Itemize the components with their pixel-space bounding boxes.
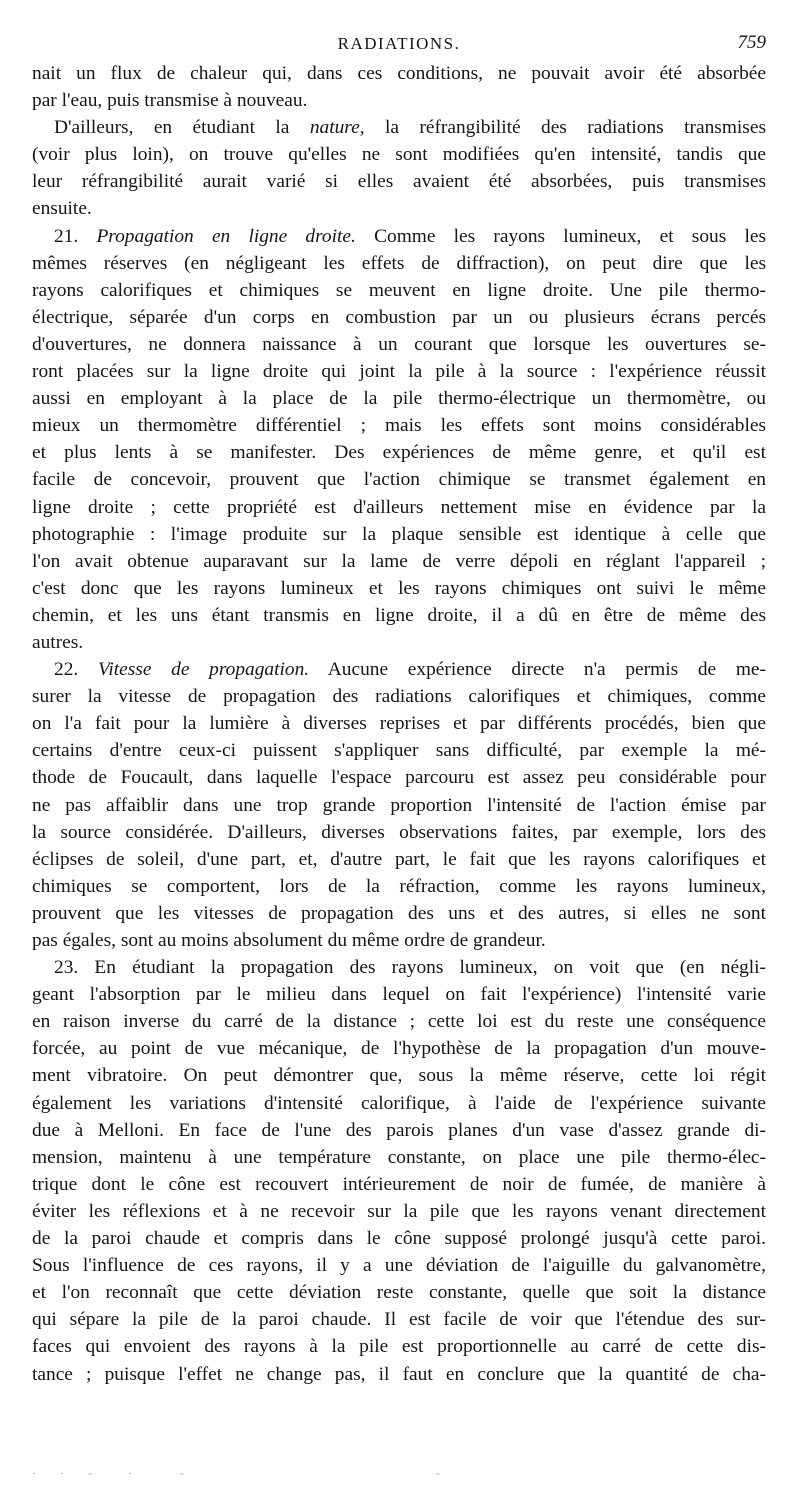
line-text: tance ; puisque l'effet ne change pas, il faut en conclure que la quantité de cha- (32, 1363, 766, 1385)
section-number: D'ailleurs, en étudiant la (54, 117, 310, 139)
text-line (32, 737, 766, 764)
line-text: forcée, au point de vue mécanique, de l'hypothèse de la propagation d'un mouve- (32, 1038, 766, 1060)
italic-heading: Propagation en ligne droite. (96, 225, 356, 247)
line-text: surer la vitesse de propagation des radiations calorifiques et chimiques, comme (32, 686, 766, 708)
text-line (32, 819, 766, 846)
page-header (32, 30, 766, 56)
line-text: ensuite. (32, 198, 92, 220)
line-text: autres. (32, 631, 84, 653)
text-line (32, 873, 766, 900)
line-text: ligne droite ; cette propriété est d'ailleurs nettement mise en évidence par la (32, 496, 766, 518)
line-text: due à Melloni. En face de l'une des parois planes d'un vase d'assez grande di- (32, 1119, 766, 1141)
text-line (32, 764, 766, 791)
line-text: électrique, séparée d'un corps en combustion par un ou plusieurs écrans percés (32, 306, 766, 328)
text-line (32, 602, 766, 629)
text-line (32, 927, 766, 954)
text-line (32, 575, 766, 602)
body-text (32, 60, 766, 1388)
line-text: leur réfrangibilité aurait varié si elles avaient été absorbées, puis transmises (32, 171, 766, 193)
line-text: chimiques se comportent, lors de la réfraction, comme les rayons lumineux, (32, 875, 766, 897)
text-line (32, 548, 766, 575)
running-title: RADIATIONS. (337, 34, 461, 53)
text-line (32, 900, 766, 927)
line-text: 23. En étudiant la propagation des rayons lumineux, on voit que (en négli- (54, 957, 766, 979)
text-line (32, 1062, 766, 1089)
text-line (32, 141, 766, 168)
line-text: ront placées sur la ligne droite qui joint la pile à la source : l'expérience réussit (32, 361, 766, 383)
text-line (32, 629, 766, 656)
line-text: par l'eau, puis transmise à nouveau. (32, 90, 308, 112)
line-text: nait un flux de chaleur qui, dans ces conditions, ne pouvait avoir été absorbée (32, 63, 766, 84)
text-line (32, 331, 766, 358)
text-line (32, 439, 766, 466)
line-text: chemin, et les uns étant transmis en ligne droite, il a dû en être de même des (32, 604, 766, 626)
text-line (32, 87, 766, 114)
text-line (32, 710, 766, 737)
line-text: c'est donc que les rayons lumineux et les rayons chimiques ont suivi le même (32, 577, 766, 599)
line-text: Aucune expérience directe n'a permis de me- (309, 659, 766, 681)
line-text: la source considérée. D'ailleurs, diverses observations faites, par exemple, lors des (32, 821, 766, 843)
print-specks: · · - · - - (32, 1466, 440, 1480)
text-line (32, 792, 766, 819)
text-line (32, 1144, 766, 1171)
text-line (32, 1171, 766, 1198)
line-text: trique dont le cône est recouvert intérieurement de noir de fumée, de manière à (32, 1173, 766, 1195)
line-text: mension, maintenu à une température constante, on place une pile thermo-élec- (32, 1146, 766, 1168)
line-text: photographie : l'image produite sur la plaque sensible est identique à celle que (32, 523, 766, 545)
line-text: qui sépare la pile de la paroi chaude. Il est facile de voir que l'étendue des sur- (32, 1309, 766, 1331)
text-line (32, 304, 766, 331)
text-line (32, 1035, 766, 1062)
text-line (32, 168, 766, 195)
text-line (32, 277, 766, 304)
line-text: en raison inverse du carré de la distance ; cette loi est du reste une conséquence (32, 1011, 766, 1033)
text-line (32, 358, 766, 385)
text-line (32, 250, 766, 277)
text-line (32, 1306, 766, 1333)
line-text: rayons calorifiques et chimiques se meuvent en ligne droite. Une pile thermo- (32, 279, 766, 301)
text-line (32, 1361, 766, 1388)
text-line (32, 466, 766, 493)
line-text: et plus lents à se manifester. Des expériences de même genre, et qu'il est (32, 442, 766, 464)
text-line (32, 60, 766, 87)
text-line (32, 683, 766, 710)
italic-heading: nature, (309, 117, 365, 139)
line-text: geant l'absorption par le milieu dans lequel on fait l'expérience) l'intensité varie (32, 984, 766, 1006)
text-line (32, 846, 766, 873)
text-line (32, 114, 766, 141)
line-text: éviter les réflexions et à ne recevoir sur la pile que les rayons venant directement (32, 1200, 766, 1222)
line-text: faces qui envoient des rayons à la pile est proportionnelle au carré de cette dis- (32, 1336, 766, 1358)
line-text: thode de Foucault, dans laquelle l'espace parcouru est assez peu considérable pour (32, 767, 766, 789)
text-line (32, 1279, 766, 1306)
line-text: pas égales, sont au moins absolument du même ordre de grandeur. (32, 930, 546, 951)
line-text: mêmes réserves (en négligeant les effets de diffraction), on peut dire que les (32, 252, 766, 274)
text-line (32, 1252, 766, 1279)
text-line (32, 521, 766, 548)
text-line (32, 954, 766, 981)
section-number: 21. (54, 225, 97, 247)
text-line (32, 1008, 766, 1035)
line-text: Sous l'influence de ces rayons, il y a une déviation de l'aiguille du galvanomètre, (32, 1255, 766, 1277)
line-text: certains d'entre ceux-ci puissent s'appliquer sans difficulté, par exemple la mé- (32, 740, 766, 762)
text-line (32, 494, 766, 521)
text-line (32, 1117, 766, 1144)
text-line (32, 656, 766, 683)
line-text: Comme les rayons lumineux, et sous les (355, 225, 766, 247)
text-line (32, 412, 766, 439)
line-text: mieux un thermomètre différentiel ; mais les effets sont moins considérables (32, 415, 766, 437)
text-line (32, 1333, 766, 1360)
line-text: l'on avait obtenue auparavant sur la lame de verre dépoli en réglant l'appareil ; (32, 550, 766, 572)
line-text: facile de concevoir, prouvent que l'action chimique se transmet également en (32, 469, 766, 491)
page-number: 759 (737, 32, 766, 53)
line-text: éclipses de soleil, d'une part, et, d'autre part, le fait que les rayons calorifiques et (32, 848, 766, 870)
text-line (32, 981, 766, 1008)
line-text: aussi en employant à la place de la pile thermo-électrique un thermomètre, ou (32, 388, 766, 410)
text-line (32, 1225, 766, 1252)
line-text: (voir plus loin), on trouve qu'elles ne sont modifiées qu'en intensité, tandis que (32, 144, 766, 166)
text-line (32, 223, 766, 250)
section-number: 22. (54, 659, 98, 681)
text-line (32, 195, 766, 222)
line-text: prouvent que les vitesses de propagation des uns et des autres, si elles ne sont (32, 902, 766, 924)
line-text: d'ouvertures, ne donnera naissance à un courant que lorsque les ouvertures se- (32, 333, 766, 355)
text-line (32, 385, 766, 412)
text-line (32, 1090, 766, 1117)
line-text: également les variations d'intensité calorifique, à l'aide de l'expérience suivante (32, 1092, 766, 1114)
line-text: on l'a fait pour la lumière à diverses reprises et par différents procédés, bien que (32, 713, 766, 735)
line-text: la réfrangibilité des radiations transmises (364, 117, 766, 139)
line-text: ment vibratoire. On peut démontrer que, sous la même réserve, cette loi régit (32, 1065, 766, 1087)
italic-heading: Vitesse de propagation. (97, 659, 310, 681)
line-text: de la paroi chaude et compris dans le cône supposé prolongé jusqu'à cette paroi. (32, 1228, 766, 1250)
line-text: et l'on reconnaît que cette déviation reste constante, quelle que soit la distance (32, 1282, 766, 1304)
line-text: ne pas affaiblir dans une trop grande proportion l'intensité de l'action émise par (32, 794, 766, 816)
text-line (32, 1198, 766, 1225)
